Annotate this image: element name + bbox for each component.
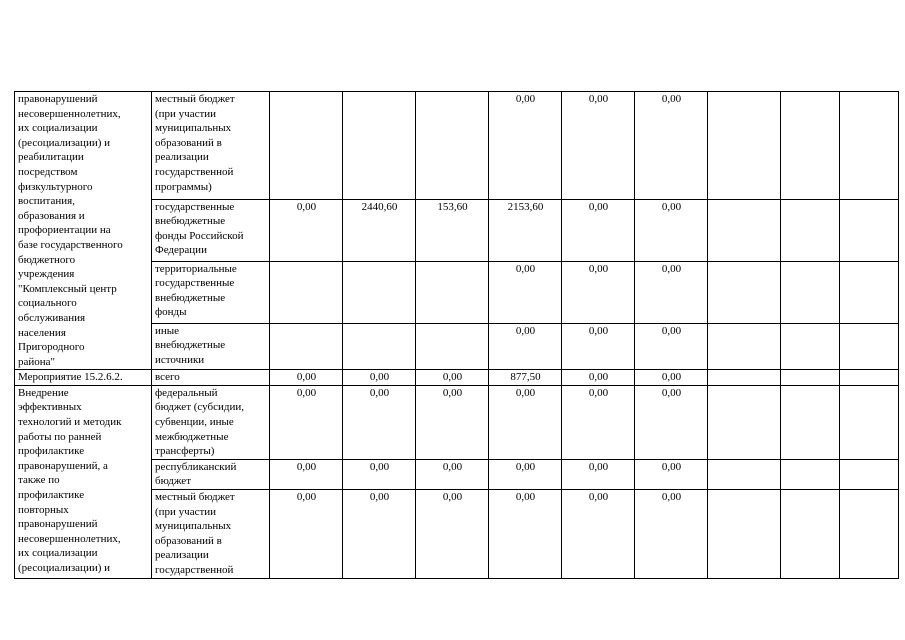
text-line: программы) bbox=[155, 180, 212, 193]
value-cell bbox=[840, 92, 899, 200]
value-cell: 0,00 bbox=[562, 92, 635, 200]
text-line: (ресоциализации) и bbox=[18, 136, 111, 149]
value-cell bbox=[708, 261, 781, 323]
value-cell bbox=[708, 92, 781, 200]
value-cell bbox=[781, 92, 840, 200]
funding-source-cell bbox=[152, 92, 270, 200]
value-cell: 0,00 bbox=[343, 385, 416, 459]
text-line: правонарушений bbox=[18, 93, 98, 105]
value-cell: 153,60 bbox=[416, 199, 489, 261]
funding-source-cell bbox=[152, 323, 270, 370]
value-cell bbox=[840, 261, 899, 323]
value-cell bbox=[840, 490, 899, 579]
text-line: государственной bbox=[155, 564, 234, 576]
value-cell: 0,00 bbox=[635, 385, 708, 459]
value-cell: 0,00 bbox=[416, 385, 489, 459]
text-line: местный бюджет bbox=[155, 491, 235, 504]
text-line: района" bbox=[18, 355, 56, 368]
text-line: внебюджетные bbox=[155, 291, 226, 304]
value-cell bbox=[781, 459, 840, 489]
text-line: иные bbox=[155, 324, 180, 337]
funding-source-text bbox=[155, 370, 267, 385]
text-line: образований в bbox=[155, 136, 222, 149]
funding-source-cell bbox=[152, 261, 270, 323]
text-line: повторных bbox=[18, 503, 69, 516]
funding-source-text bbox=[155, 324, 267, 368]
value-cell bbox=[781, 490, 840, 579]
measure-title-cell: Мероприятие 15.2.6.2. bbox=[15, 370, 152, 386]
value-cell: 0,00 bbox=[635, 92, 708, 200]
text-line: эффективных bbox=[18, 401, 82, 414]
text-line: обслуживания bbox=[18, 311, 86, 324]
value-cell bbox=[708, 459, 781, 489]
text-line: физкультурного bbox=[18, 180, 93, 193]
value-cell: 0,00 bbox=[635, 323, 708, 370]
text-line: межбюджетные bbox=[155, 430, 229, 443]
text-line: воспитания, bbox=[18, 195, 75, 208]
value-cell bbox=[343, 261, 416, 323]
text-line: их социализации bbox=[18, 547, 98, 560]
value-cell: 0,00 bbox=[489, 261, 562, 323]
funding-source-text bbox=[155, 92, 267, 194]
value-cell bbox=[781, 385, 840, 459]
text-line: федеральный bbox=[155, 386, 218, 399]
text-line: базе государственного bbox=[18, 238, 123, 251]
text-line: трансферты) bbox=[155, 445, 215, 458]
value-cell bbox=[840, 370, 899, 386]
funding-source-text bbox=[155, 262, 267, 320]
text-line: Пригородного bbox=[18, 341, 85, 354]
text-line: (при участии bbox=[155, 505, 217, 518]
measure-name-cell bbox=[15, 385, 152, 578]
text-line: бюджет bbox=[155, 475, 191, 488]
value-cell: 0,00 bbox=[635, 459, 708, 489]
value-cell bbox=[708, 385, 781, 459]
value-cell: 0,00 bbox=[562, 385, 635, 459]
value-cell: 0,00 bbox=[489, 490, 562, 579]
budget-table-body bbox=[15, 92, 899, 579]
value-cell: 0,00 bbox=[270, 385, 343, 459]
measure-name-cell bbox=[15, 92, 152, 370]
value-cell: 0,00 bbox=[635, 490, 708, 579]
funding-source-cell bbox=[152, 490, 270, 579]
text-line: профилактике bbox=[18, 445, 85, 458]
value-cell bbox=[840, 459, 899, 489]
text-line: несовершеннолетних, bbox=[18, 107, 121, 120]
text-line: Федерации bbox=[155, 244, 207, 257]
text-line: несовершеннолетних, bbox=[18, 532, 121, 545]
value-cell: 0,00 bbox=[635, 199, 708, 261]
value-cell: 0,00 bbox=[635, 370, 708, 386]
text-line: профилактике bbox=[18, 489, 85, 502]
value-cell bbox=[708, 370, 781, 386]
text-line: правонарушений bbox=[18, 518, 98, 531]
text-line: республиканский bbox=[155, 460, 237, 473]
text-line: внебюджетные bbox=[155, 215, 226, 228]
text-line: субвенции, иные bbox=[155, 416, 234, 429]
funding-source-text bbox=[155, 386, 267, 459]
text-line: бюджет (субсидии, bbox=[155, 401, 244, 414]
text-line: местный бюджет bbox=[155, 93, 235, 105]
value-cell: 0,00 bbox=[343, 370, 416, 386]
value-cell: 0,00 bbox=[270, 199, 343, 261]
text-line: профориентации на bbox=[18, 224, 111, 237]
funding-source-text bbox=[155, 490, 267, 578]
text-line: их социализации bbox=[18, 122, 98, 135]
text-line: технологий и методик bbox=[18, 416, 122, 429]
text-line: реализации bbox=[155, 151, 209, 164]
value-cell: 0,00 bbox=[562, 370, 635, 386]
value-cell bbox=[416, 261, 489, 323]
text-line: фонды bbox=[155, 306, 187, 319]
value-cell: 0,00 bbox=[562, 261, 635, 323]
value-cell bbox=[781, 199, 840, 261]
text-line: муниципальных bbox=[155, 122, 232, 135]
text-line: работы по ранней bbox=[18, 430, 102, 443]
value-cell: 0,00 bbox=[635, 261, 708, 323]
text-line: посредством bbox=[18, 165, 78, 178]
text-line: государственной bbox=[155, 165, 234, 178]
measure-name-text bbox=[18, 386, 149, 576]
text-line: реализации bbox=[155, 549, 209, 562]
value-cell bbox=[840, 323, 899, 370]
text-line: реабилитации bbox=[18, 151, 84, 164]
value-cell: 0,00 bbox=[489, 323, 562, 370]
text-line: источники bbox=[155, 353, 205, 366]
funding-source-text bbox=[155, 460, 267, 489]
text-line: образований в bbox=[155, 534, 222, 547]
text-line: внебюджетные bbox=[155, 339, 226, 352]
text-line: бюджетного bbox=[18, 253, 76, 266]
text-line: учреждения bbox=[18, 268, 75, 281]
value-cell bbox=[270, 92, 343, 200]
value-cell bbox=[781, 261, 840, 323]
text-line: населения bbox=[18, 326, 66, 339]
value-cell: 0,00 bbox=[489, 385, 562, 459]
table-row bbox=[15, 370, 899, 386]
text-line: муниципальных bbox=[155, 520, 232, 533]
funding-source-cell bbox=[152, 385, 270, 459]
value-cell: 0,00 bbox=[343, 459, 416, 489]
value-cell: 0,00 bbox=[562, 459, 635, 489]
value-cell: 2153,60 bbox=[489, 199, 562, 261]
value-cell: 2440,60 bbox=[343, 199, 416, 261]
text-line: территориальные bbox=[155, 262, 237, 275]
value-cell: 0,00 bbox=[416, 490, 489, 579]
value-cell: 0,00 bbox=[270, 490, 343, 579]
value-cell bbox=[708, 323, 781, 370]
value-cell bbox=[416, 323, 489, 370]
value-cell bbox=[343, 92, 416, 200]
text-line: образования и bbox=[18, 209, 85, 222]
text-line: "Комплексный центр bbox=[18, 282, 117, 295]
funding-source-cell bbox=[152, 459, 270, 489]
text-line: государственные bbox=[155, 200, 235, 213]
text-line: правонарушений, а bbox=[18, 459, 108, 472]
value-cell bbox=[708, 199, 781, 261]
text-line: (при участии bbox=[155, 107, 217, 120]
value-cell: 0,00 bbox=[489, 459, 562, 489]
value-cell bbox=[708, 490, 781, 579]
text-line: фонды Российской bbox=[155, 229, 244, 242]
funding-source-cell bbox=[152, 199, 270, 261]
value-cell: 0,00 bbox=[270, 370, 343, 386]
value-cell: 0,00 bbox=[489, 92, 562, 200]
text-line: социального bbox=[18, 297, 77, 310]
value-cell bbox=[270, 261, 343, 323]
value-cell: 0,00 bbox=[416, 459, 489, 489]
value-cell bbox=[416, 92, 489, 200]
value-cell: 0,00 bbox=[562, 490, 635, 579]
text-line: (ресоциализации) и bbox=[18, 562, 111, 574]
funding-source-cell bbox=[152, 370, 270, 386]
value-cell: 0,00 bbox=[270, 459, 343, 489]
value-cell bbox=[343, 323, 416, 370]
measure-name-text bbox=[18, 92, 149, 369]
table-row bbox=[15, 92, 899, 200]
value-cell: 0,00 bbox=[562, 199, 635, 261]
table-row bbox=[15, 385, 899, 459]
budget-table bbox=[14, 91, 899, 579]
value-cell bbox=[270, 323, 343, 370]
text-line: Внедрение bbox=[18, 386, 69, 399]
value-cell: 877,50 bbox=[489, 370, 562, 386]
funding-source-text bbox=[155, 200, 267, 258]
text-line: также по bbox=[18, 474, 60, 487]
value-cell: 0,00 bbox=[416, 370, 489, 386]
value-cell bbox=[781, 370, 840, 386]
value-cell: 0,00 bbox=[343, 490, 416, 579]
value-cell: 0,00 bbox=[562, 323, 635, 370]
text-line: всего bbox=[155, 371, 180, 384]
text-line: государственные bbox=[155, 277, 235, 290]
value-cell bbox=[840, 385, 899, 459]
value-cell bbox=[781, 323, 840, 370]
value-cell bbox=[840, 199, 899, 261]
